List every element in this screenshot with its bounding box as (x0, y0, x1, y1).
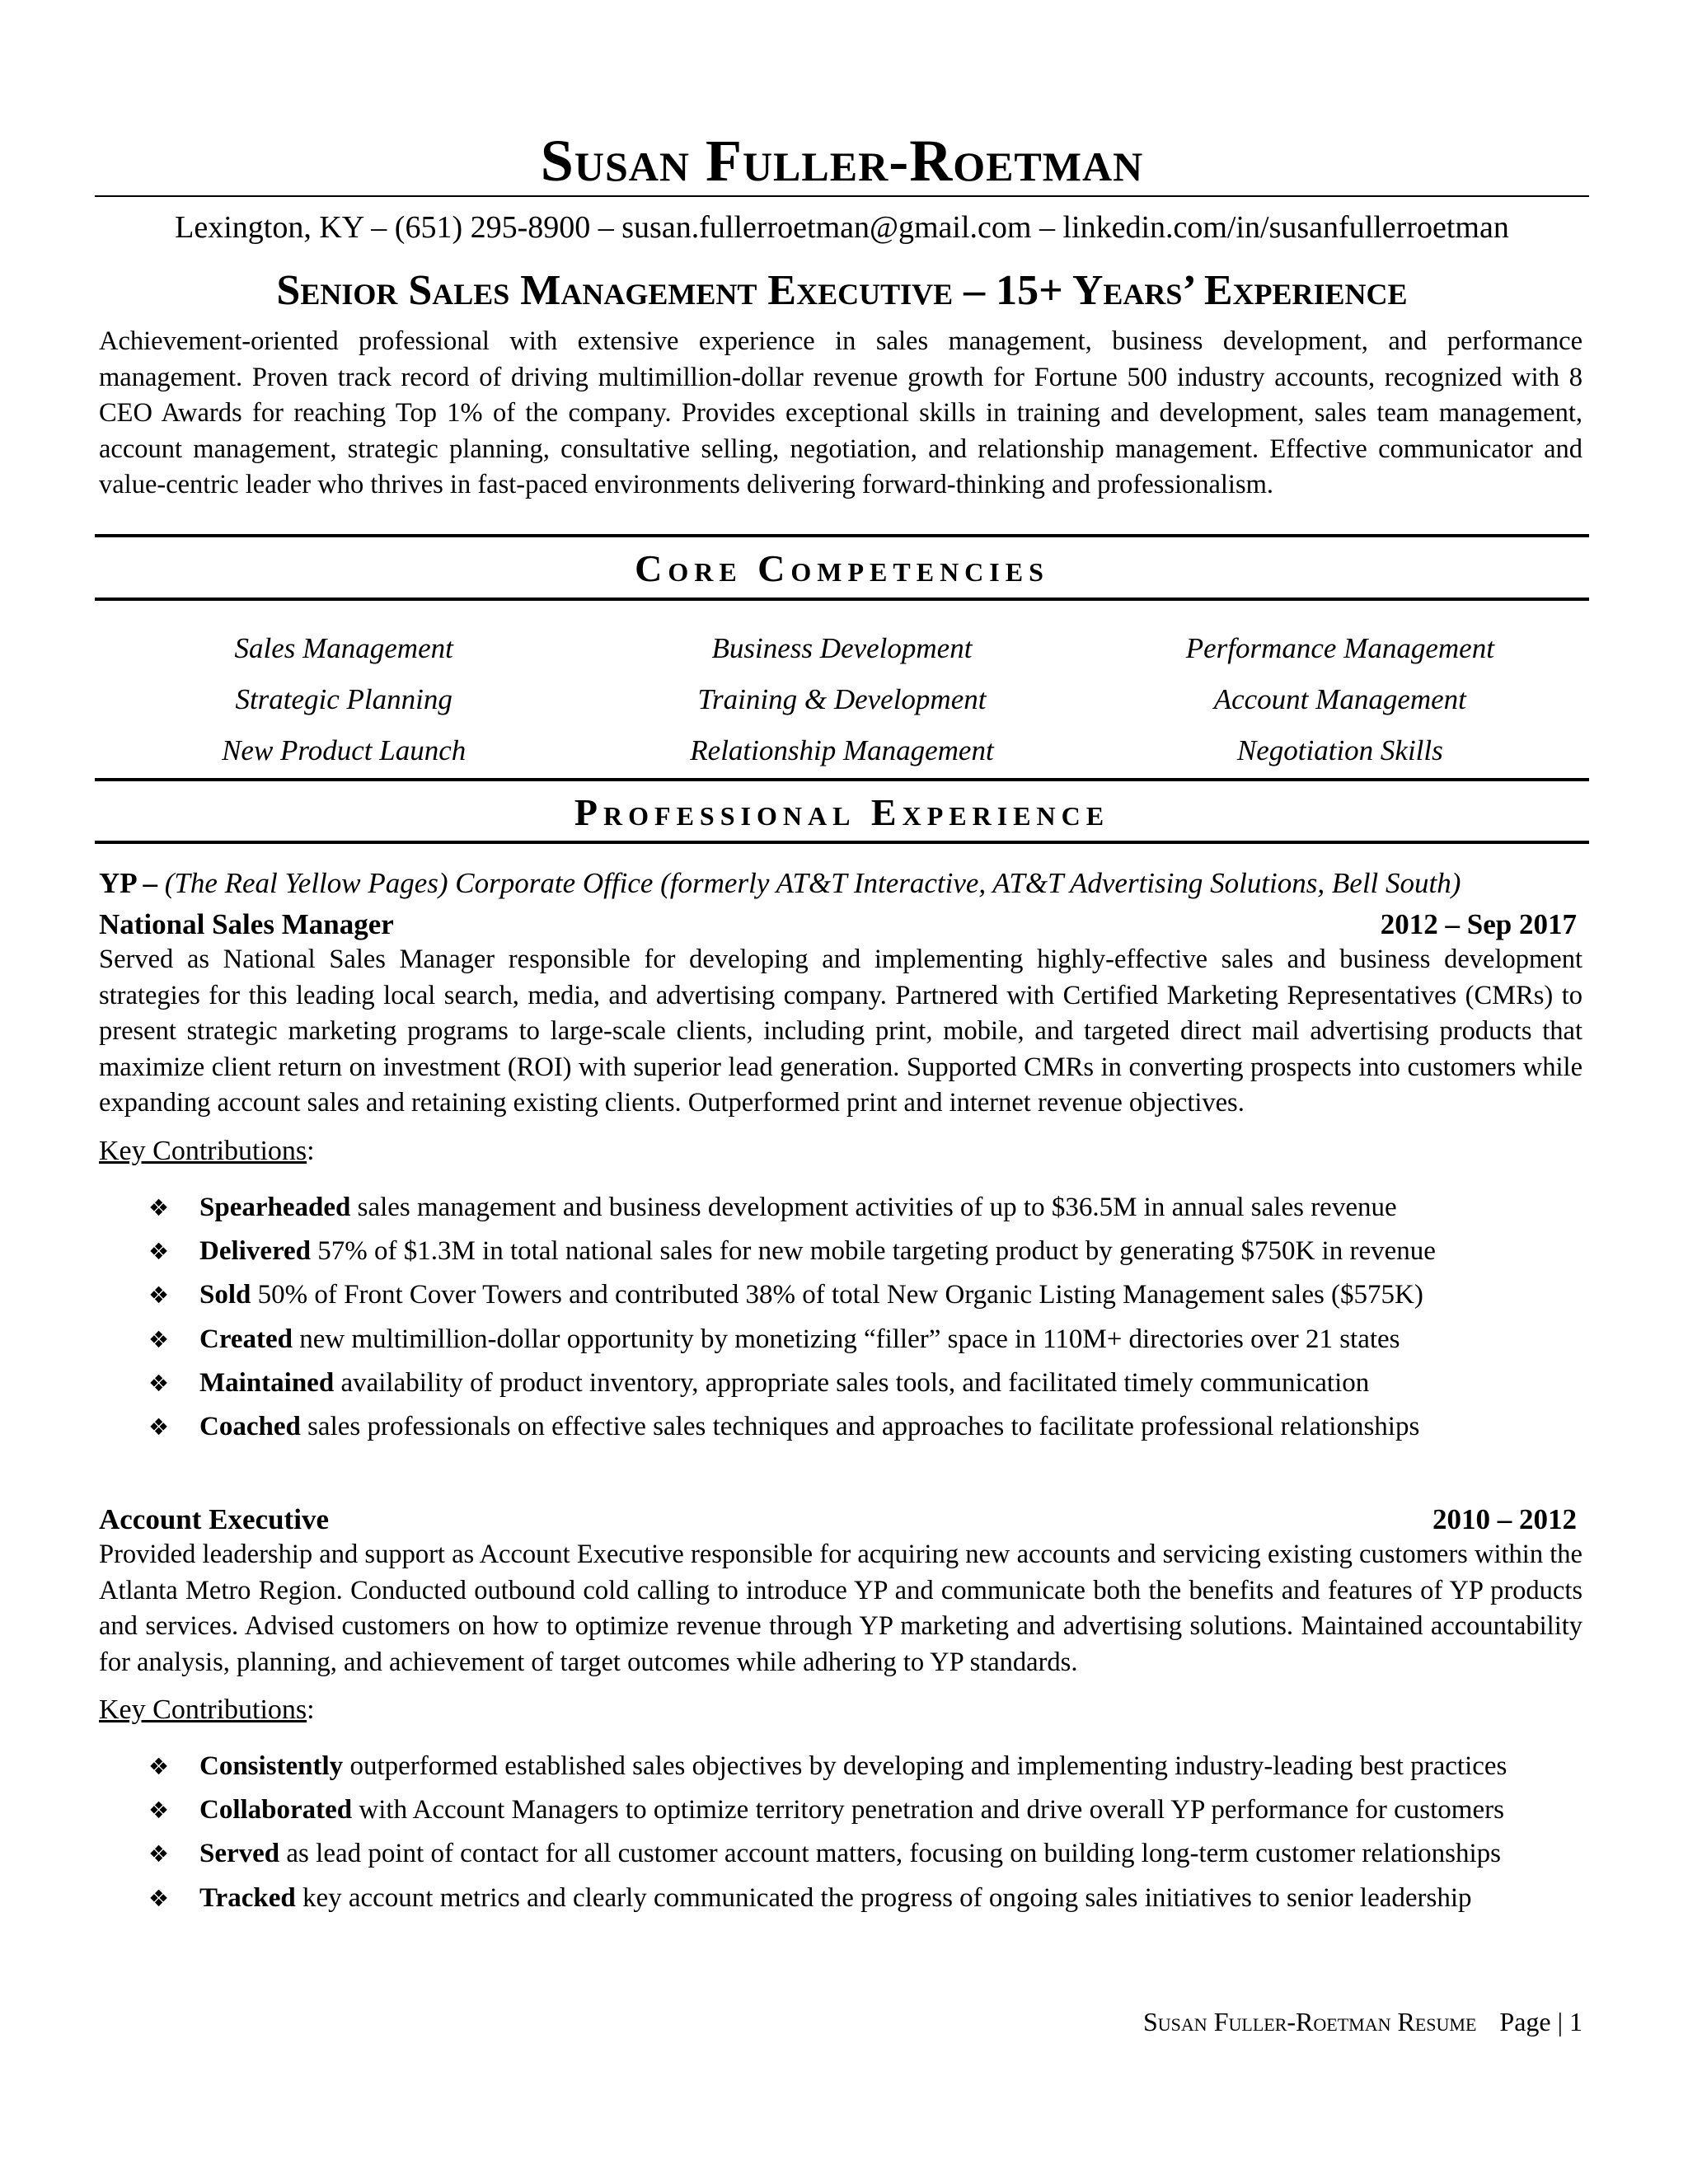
list-item (148, 1368, 1582, 1412)
competency-row (95, 674, 1589, 725)
bullet-text: as lead point of contact for all customer account matters, focusing on building long-term customer relationships (279, 1839, 1502, 1869)
key-contributions-label (99, 1132, 315, 1170)
section-rule-bottom (95, 841, 1589, 844)
list-item (148, 1839, 1582, 1882)
diamond-bullet-icon: ❖ (148, 1840, 170, 1868)
label-colon: : (307, 1694, 315, 1725)
section-rule-top (95, 778, 1589, 781)
competency-row (95, 623, 1589, 674)
competency-grid (95, 623, 1589, 776)
company-detail: (The Real Yellow Pages) Corporate Office (formerly AT&T Interactive, AT&T Advertising Solutions, Bell South) (164, 867, 1461, 899)
bullet-lead: Created (199, 1324, 293, 1354)
bullet-lead: Coached (199, 1411, 301, 1441)
diamond-bullet-icon: ❖ (148, 1325, 170, 1353)
list-item (148, 1795, 1582, 1839)
bullet-text: 57% of $1.3M in total national sales for new mobile targeting product by generating $750K in revenue (311, 1236, 1436, 1267)
key-contributions-label (99, 1691, 315, 1729)
bullet-text: 50% of Front Cover Towers and contributed 38% of total New Organic Listing Management sales ($575K) (251, 1280, 1423, 1310)
bullet-lead: Delivered (199, 1236, 312, 1267)
diamond-bullet-icon: ❖ (148, 1194, 170, 1221)
headline: Senior Sales Management Executive – 15+ Years’ Experience (276, 267, 1408, 314)
diamond-bullet-icon: ❖ (148, 1413, 170, 1441)
diamond-bullet-icon: ❖ (148, 1884, 170, 1912)
role-description: Served as National Sales Manager responsible for developing and implementing highly-effective sales and business development strategies for this leading local search, media, and advertising company. Partnered with Certified Marketing Representatives (CMRs) to present strategic marketing programs to large-scale clients, including print, mobile, and targeted direct mail advertising products that maximize client return on investment (ROI) with superior lead generation. Supported CMRs in converting prospects into customers while expanding account sales and retaining existing clients. Outperformed print and internet revenue objectives. (99, 944, 1582, 1118)
bullet-text: with Account Managers to optimize territory penetration and drive overall YP performance for customers (352, 1795, 1504, 1825)
diamond-bullet-icon: ❖ (148, 1282, 170, 1310)
page-number: Page | 1 (1499, 2007, 1582, 2036)
competency-item: Business Development (711, 632, 973, 664)
competency-item: Performance Management (1185, 632, 1494, 664)
key-contributions-text: Key Contributions (99, 1694, 307, 1725)
competency-item: Negotiation Skills (1236, 734, 1443, 766)
candidate-name: Susan Fuller-Roetman (540, 128, 1144, 194)
bullet-text: sales professionals on effective sales techniques and approaches to facilitate professional relationships (300, 1411, 1420, 1441)
role-header (99, 905, 1577, 944)
role-dates: 2010 – 2012 (1432, 1503, 1577, 1535)
competency-item: Account Management (1213, 683, 1466, 715)
role-title: National Sales Manager (99, 908, 394, 940)
professional-experience-title: Professional Experience (574, 791, 1110, 833)
bullet-lead: Collaborated (199, 1795, 353, 1825)
list-item (148, 1751, 1582, 1795)
role-title: Account Executive (99, 1503, 329, 1535)
key-contributions-text: Key Contributions (99, 1136, 307, 1166)
bullet-text: new multimillion-dollar opportunity by monetizing “filler” space in 110M+ directories over 21 states (293, 1324, 1400, 1354)
competency-item: Training & Development (697, 683, 987, 715)
diamond-bullet-icon: ❖ (148, 1753, 170, 1780)
section-rule-bottom (95, 598, 1589, 601)
competency-item: Sales Management (234, 632, 453, 664)
role-header (99, 1500, 1577, 1540)
competency-row (95, 725, 1589, 776)
bullet-text: availability of product inventory, appropriate sales tools, and facilitated timely communication (334, 1367, 1370, 1398)
bullet-text: key account metrics and clearly communicated the progress of ongoing sales initiatives to senior leadership (295, 1882, 1472, 1913)
competency-item: Relationship Management (690, 734, 994, 766)
list-item (148, 1193, 1582, 1236)
label-colon: : (307, 1136, 315, 1166)
section-rule-top (95, 534, 1589, 537)
name-divider (95, 195, 1589, 197)
diamond-bullet-icon: ❖ (148, 1369, 170, 1397)
core-competencies-title: Core Competencies (635, 547, 1049, 589)
page-footer (1143, 2004, 1582, 2040)
footer-name: Susan Fuller-Roetman Resume (1143, 2007, 1477, 2036)
list-item (148, 1236, 1582, 1280)
bullet-text: outperformed established sales objectives by developing and implementing industry-leading best practices (343, 1751, 1507, 1781)
competency-item: New Product Launch (222, 734, 467, 766)
list-item (148, 1324, 1582, 1368)
list-item (148, 1280, 1582, 1324)
contribution-list (148, 1751, 1582, 1927)
diamond-bullet-icon: ❖ (148, 1797, 170, 1825)
bullet-lead: Spearheaded (199, 1193, 351, 1222)
bullet-lead: Consistently (199, 1751, 344, 1781)
bullet-lead: Served (199, 1839, 280, 1869)
summary-paragraph: Achievement-oriented professional with extensive experience in sales management, business development, and performance management. Proven track record of driving multimillion-dollar revenue growth for Fortune 500 industry accounts, recognized with 8 CEO Awards for reaching Top 1% of the company. Provides exceptional skills in training and development, sales team management, account management, strategic planning, consultative selling, negotiation, and relationship management. Effective communicator and value-centric leader who thrives in fast-paced environments delivering forward-thinking and professionalism. (99, 326, 1582, 499)
diamond-bullet-icon: ❖ (148, 1238, 170, 1266)
role-dates: 2012 – Sep 2017 (1380, 908, 1577, 940)
competency-item: Strategic Planning (235, 683, 452, 715)
list-item (148, 1883, 1582, 1927)
role-description: Provided leadership and support as Account Executive responsible for acquiring new accounts and servicing existing customers within the Atlanta Metro Region. Conducted outbound cold calling to introduce YP and communicate both the benefits and features of YP products and services. Advised customers on how to optimize revenue through YP marketing and advertising solutions. Maintained accountability for analysis, planning, and achievement of target outcomes while adhering to YP standards. (99, 1540, 1582, 1677)
bullet-lead: Maintained (199, 1367, 335, 1398)
company-line (99, 864, 1582, 903)
contact-line: Lexington, KY – (651) 295-8900 – susan.fullerroetman@gmail.com – linkedin.com/in/susanfullerroetman (175, 210, 1509, 245)
bullet-lead: Sold (199, 1280, 251, 1310)
bullet-lead: Tracked (199, 1882, 296, 1913)
list-item (148, 1412, 1582, 1455)
contribution-list (148, 1193, 1582, 1455)
bullet-text: sales management and business development activities of up to $36.5M in annual sales revenue (350, 1193, 1397, 1222)
company-name: YP – (99, 867, 157, 899)
